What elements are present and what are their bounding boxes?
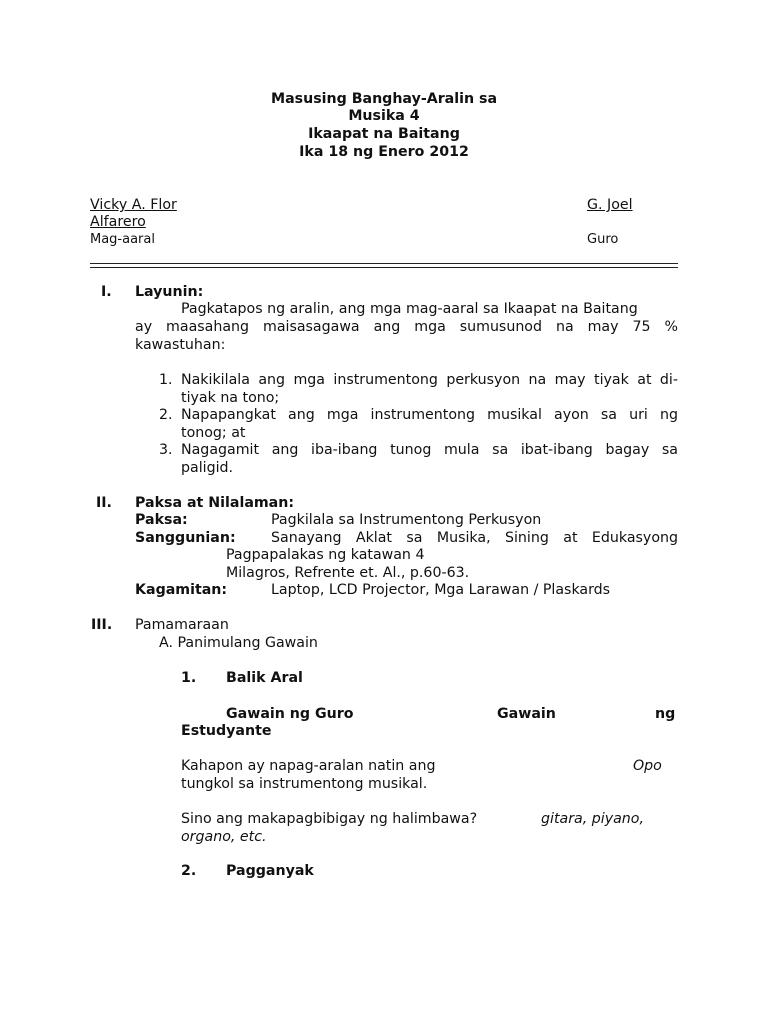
document-grade: Ikaapat na Baitang [308,126,460,142]
objective-3-text: Nagagamit ang iba-ibang tunog mula sa ibat-ibang bagay sa [181,442,678,458]
student-answer-2: gitara, piyano, [541,811,644,827]
student-answer-2-cont: organo, etc. [181,829,267,845]
objective-2-text: Napapangkat ang mga instrumentong musikal ayon sa uri ng [181,407,678,423]
teacher-role: Guro [587,232,619,247]
objective-1-text-cont: tiyak na tono; [181,390,280,406]
column-header-estudyante-word2: ng [655,706,676,722]
student-name-cont: Alfarero [90,214,146,230]
student-answer-1: Opo [633,758,662,774]
item-1-number: 1. [181,670,197,686]
divider-bottom [90,267,678,268]
item-2-title: Pagganyak [226,863,314,879]
teacher-question-1: Kahapon ay napag-aralan natin ang [181,758,436,774]
paksa-value: Pagkilala sa Instrumentong Perkusyon [271,512,542,528]
sanggunian-line1: Sanayang Aklat sa Musika, Sining at Edukasyong [271,530,678,546]
sanggunian-line3: Milagros, Refrente et. Al., p.60-63. [226,565,470,581]
section-1-heading: Layunin: [135,284,204,300]
document-title: Masusing Banghay-Aralin sa [270,91,498,107]
section-1-numeral: I. [101,284,112,300]
kagamitan-label: Kagamitan: [135,582,228,598]
objective-2-number: 2. [159,407,173,423]
teacher-question-1-cont: tungkol sa instrumentong musikal. [181,776,428,792]
column-header-guro: Gawain ng Guro [226,706,354,722]
section-1-intro-line1: Pagkatapos ng aralin, ang mga mag-aaral sa Ikaapat na Baitang [181,301,638,317]
subsection-a-heading: A. Panimulang Gawain [159,635,318,651]
objective-3-number: 3. [159,442,173,458]
section-1-intro-line2: ay maasahang maisasagawa ang mga sumusunod na may 75 % [135,319,678,335]
section-2-numeral: II. [96,495,112,511]
divider-top [90,263,678,264]
section-3-heading: Pamamaraan [135,617,229,633]
student-role: Mag-aaral [90,232,155,247]
objective-3-text-cont: paligid. [181,460,234,476]
column-header-estudyante-cont: Estudyante [181,723,272,739]
document-subject: Musika 4 [348,108,420,124]
teacher-question-2: Sino ang makapagbibigay ng halimbawa? [181,811,478,827]
item-2-number: 2. [181,863,197,879]
section-2-heading: Paksa at Nilalaman: [135,495,295,511]
student-name: Vicky A. Flor [90,197,177,213]
objective-1-number: 1. [159,372,173,388]
kagamitan-value: Laptop, LCD Projector, Mga Larawan / Plaskards [271,582,611,598]
sanggunian-line2: Pagpapalakas ng katawan 4 [226,547,425,563]
sanggunian-label: Sanggunian: [135,530,236,546]
column-header-estudyante-word1: Gawain [497,706,556,722]
item-1-title: Balik Aral [226,670,303,686]
section-1-intro-line3: kawastuhan: [135,337,226,353]
paksa-label: Paksa: [135,512,188,528]
objective-2-text-cont: tonog; at [181,425,246,441]
objective-1-text: Nakikilala ang mga instrumentong perkusyon na may tiyak at di- [181,372,678,388]
teacher-name: G. Joel [587,197,633,213]
section-3-numeral: III. [91,617,113,633]
document-date: Ika 18 ng Enero 2012 [299,144,469,160]
